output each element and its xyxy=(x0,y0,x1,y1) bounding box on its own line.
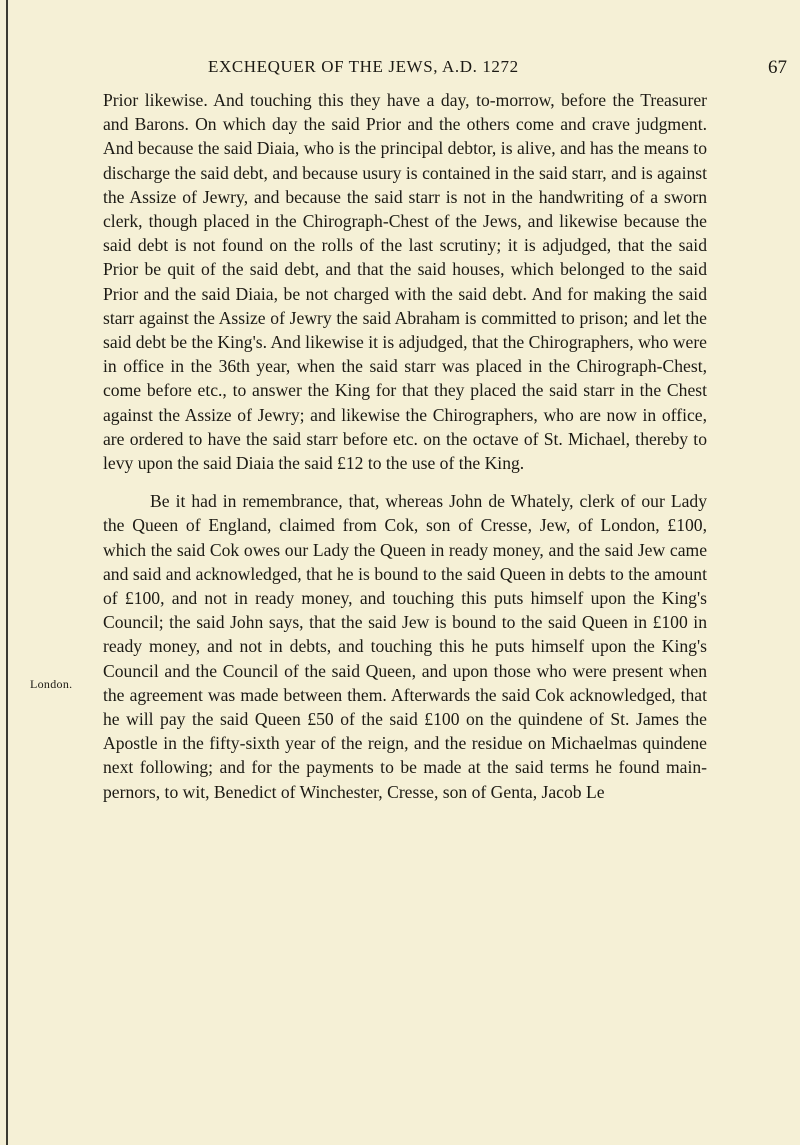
paragraph: Be it had in remembrance, that, whereas John de Whately, clerk of our Lady the Queen of England, claimed from Cok, son of Cresse, Jew, of London, £100, which the said Cok owes our Lady the Queen in ready money, and the said Jew came and said and acknowledged, that he is bound to the said Queen in debts to the amount of £100, and not in ready money, and touching this puts himself upon the King's Council; the said John says, that the said Jew is bound to the said Queen in £100 in ready money, and not in debts, and touching this he puts himself upon the King's Council and the Council of the said Queen, and upon those who were present when the agreement was made between them. Afterwards the said Cok acknowledged, that he will pay the said Queen £50 of the said £100 on the quindene of St. James the Apostle in the fifty-sixth year of the reign, and the residue on Michaelmas quindene next following; and for the payments to be made at the said terms he found main-pernors, to wit, Benedict of Winchester, Cresse, son of Genta, Jacob Le xyxy=(103,491,707,802)
body-text xyxy=(103,88,707,804)
page-edge-rule xyxy=(6,0,8,1145)
paragraph: Prior likewise. And touching this they have a day, to-morrow, before the Treasurer and Barons. On which day the said Prior and the others come and crave judgment. And because the said Diaia, who is the principal debtor, is alive, and has the means to discharge the said debt, and because usury is contained in the said starr, and is against the Assize of Jewry, and because the said starr is not in the handwriting of a sworn clerk, though placed in the Chirograph-Chest of the Jews, and likewise because the said debt is not found on the rolls of the last scrutiny; it is adjudged, that the said Prior be quit of the said debt, and that the said houses, which belonged to the said Prior and the said Diaia, be not charged with the said debt. And for making the said starr against the Assize of Jewry the said Abraham is committed to prison; and let the said debt be the King's. And likewise it is adjudged, that the Chirographers, who were in office in the 36th year, when the said starr was placed in the Chirograph-Chest, come before etc., to answer the King for that they placed the said starr in the Chest against the Assize of Jewry; and likewise the Chirographers, who are now in office, are ordered to have the said starr before etc. on the octave of St. Michael, thereby to levy upon the said Diaia the said £12 to the use of the King. xyxy=(103,90,707,474)
page-number: 67 xyxy=(768,57,787,78)
margin-note: London. xyxy=(30,677,73,691)
page-header xyxy=(0,57,800,87)
running-head: EXCHEQUER OF THE JEWS, A.D. 1272 xyxy=(208,57,519,76)
